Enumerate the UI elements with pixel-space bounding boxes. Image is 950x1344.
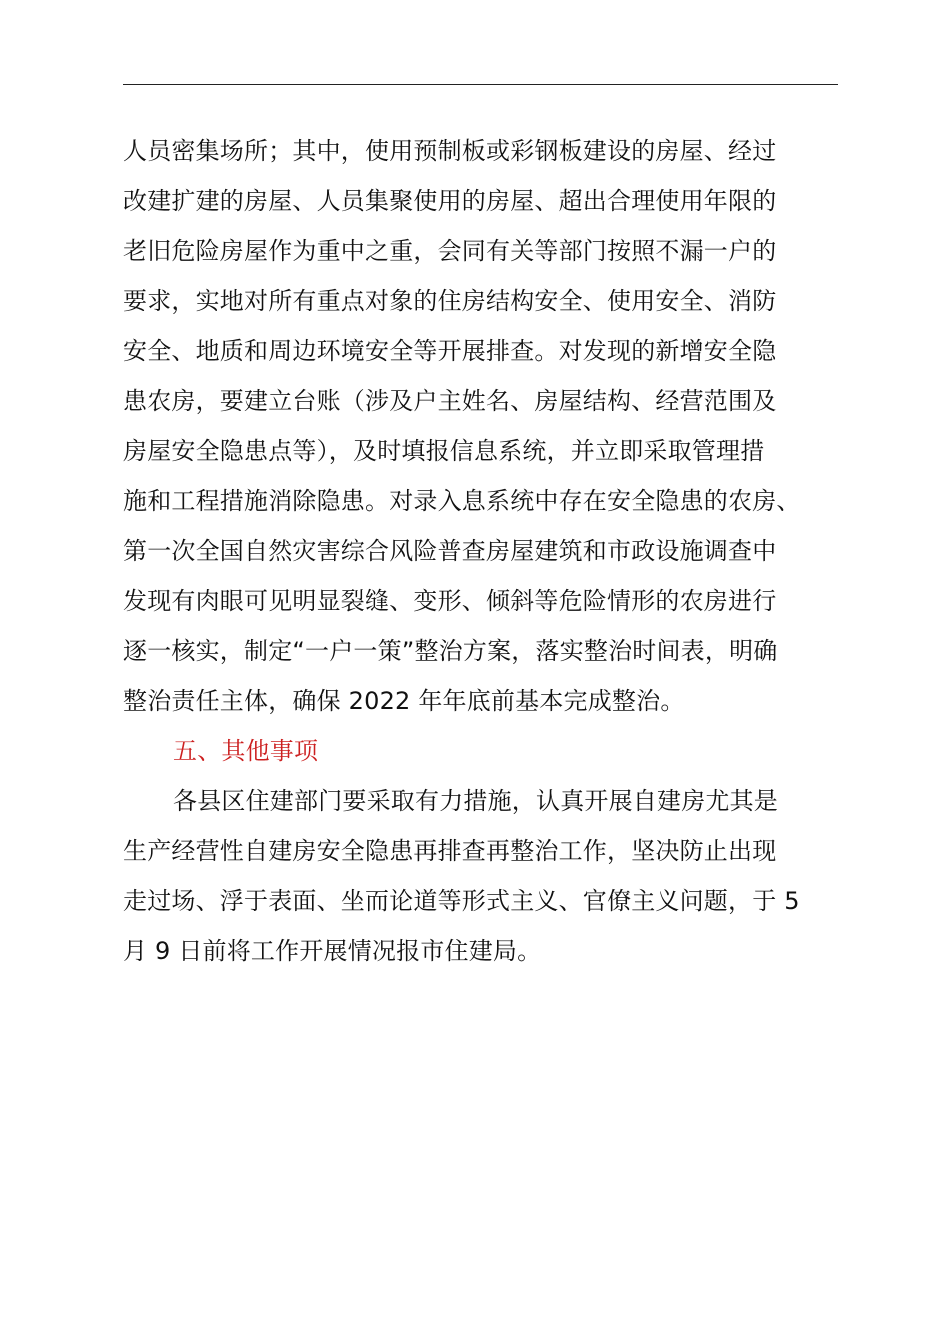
text-line: 改建扩建的房屋、人员集聚使用的房屋、超出合理使用年限的 [123, 187, 777, 215]
document-body [123, 126, 883, 976]
text-line: 生产经营性自建房安全隐患再排查再整治工作，坚决防止出现 [123, 837, 777, 865]
text-line: 走过场、浮于表面、坐而论道等形式主义、官僚主义问题，于 5 [123, 887, 800, 915]
text-line: 要求，实地对所有重点对象的住房结构安全、使用安全、消防 [123, 287, 777, 315]
header-rule [123, 84, 838, 85]
text-line: 患农房，要建立台账（涉及户主姓名、房屋结构、经营范围及 [123, 387, 777, 415]
text-line: 安全、地质和周边环境安全等开展排查。对发现的新增安全隐 [123, 337, 777, 365]
text-line: 施和工程措施消除隐患。对录入息系统中存在安全隐患的农房、 [123, 487, 801, 515]
text-line: 各县区住建部门要采取有力措施，认真开展自建房尤其是 [173, 787, 778, 815]
text-line: 逐一核实，制定“一户一策”整治方案，落实整治时间表，明确 [123, 637, 778, 665]
text-line: 老旧危险房屋作为重中之重，会同有关等部门按照不漏一户的 [123, 237, 777, 265]
paragraph-continuation [123, 126, 883, 726]
text-line: 第一次全国自然灾害综合风险普查房屋建筑和市政设施调查中 [123, 537, 777, 565]
text-line: 人员密集场所；其中，使用预制板或彩钢板建设的房屋、经过 [123, 137, 777, 165]
text-line: 发现有肉眼可见明显裂缝、变形、倾斜等危险情形的农房进行 [123, 587, 777, 615]
section-heading: 五、其他事项 [173, 737, 319, 765]
paragraph-other-matters [123, 776, 883, 976]
text-line: 房屋安全隐患点等），及时填报信息系统，并立即采取管理措 [123, 437, 765, 465]
text-line: 整治责任主体，确保 2022 年年底前基本完成整治。 [123, 687, 685, 715]
text-line: 月 9 日前将工作开展情况报市住建局。 [123, 937, 542, 965]
